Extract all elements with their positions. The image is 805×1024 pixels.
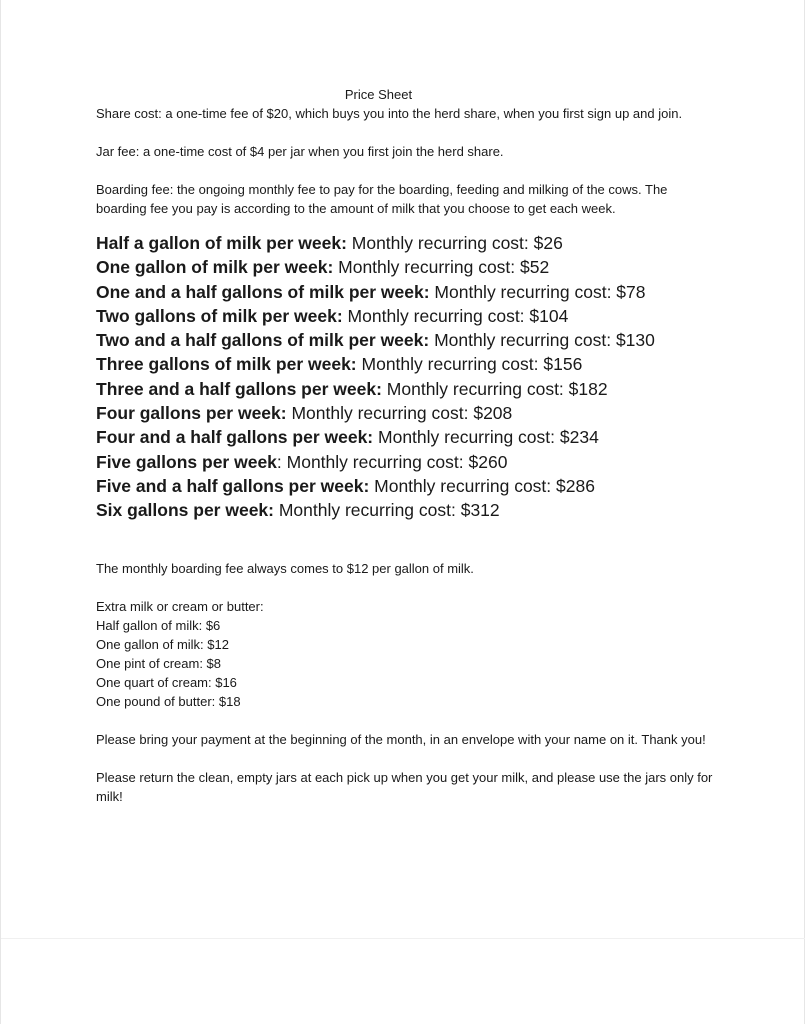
extras-item: One pound of butter: $18	[96, 693, 241, 709]
boarding-summary: The monthly boarding fee always comes to $12 per gallon of milk.	[96, 560, 474, 576]
pricing-cost: Monthly recurring cost: $286	[369, 475, 595, 496]
extras-item: Half gallon of milk: $6	[96, 617, 221, 633]
document-content	[96, 86, 716, 806]
pricing-item	[96, 498, 716, 522]
pricing-cost: Monthly recurring cost: $104	[342, 305, 569, 326]
extras-list	[96, 616, 716, 711]
page-title: Price Sheet	[344, 87, 413, 102]
extras-item: One pint of cream: $8	[96, 655, 222, 671]
jars-note: Please return the clean, empty jars at each pick up when you get your milk, and please use the jars only for milk!	[96, 769, 713, 804]
extras-item: One quart of cream: $16	[96, 674, 237, 690]
pricing-label: One and a half gallons of milk per week:	[96, 281, 430, 302]
pricing-item	[96, 304, 716, 328]
pricing-cost: Monthly recurring cost: $156	[356, 354, 583, 375]
pricing-label: Five and a half gallons per week:	[96, 475, 370, 496]
pricing-item	[96, 255, 716, 279]
pricing-cost: Monthly recurring cost: $312	[273, 500, 500, 521]
pricing-cost: Monthly recurring cost: $234	[373, 427, 599, 448]
extras-item: One gallon of milk: $12	[96, 636, 229, 652]
pricing-item	[96, 425, 716, 449]
pricing-label: Three gallons of milk per week:	[96, 354, 357, 375]
pricing-cost: : Monthly recurring cost: $260	[276, 451, 508, 472]
pricing-label: Two gallons of milk per week:	[96, 305, 343, 326]
extras-heading: Extra milk or cream or butter:	[96, 598, 264, 614]
page-break-divider	[1, 938, 805, 939]
pricing-label: Three and a half gallons per week:	[96, 378, 382, 399]
pricing-label: One gallon of milk per week:	[96, 257, 334, 278]
pricing-item	[96, 280, 716, 304]
pricing-cost: Monthly recurring cost: $182	[381, 378, 608, 399]
pricing-list	[96, 231, 716, 523]
pricing-item	[96, 401, 716, 425]
pricing-item	[96, 377, 716, 401]
pricing-item	[96, 328, 716, 352]
pricing-item	[96, 450, 716, 474]
pricing-item	[96, 352, 716, 376]
pricing-label: Four gallons per week:	[96, 403, 287, 424]
pricing-cost: Monthly recurring cost: $130	[429, 330, 655, 351]
share-cost-paragraph: Share cost: a one-time fee of $20, which buys you into the herd share, when you first sign up and join.	[96, 106, 683, 121]
pricing-item	[96, 231, 716, 255]
jar-fee-paragraph: Jar fee: a one-time cost of $4 per jar when you first join the herd share.	[96, 144, 504, 159]
pricing-cost: Monthly recurring cost: $52	[333, 257, 550, 278]
pricing-cost: Monthly recurring cost: $26	[346, 233, 563, 253]
pricing-label: Four and a half gallons per week:	[96, 427, 374, 448]
pricing-label: Two and a half gallons of milk per week:	[96, 330, 430, 351]
pricing-cost: Monthly recurring cost: $208	[286, 403, 513, 424]
pricing-label: Half a gallon of milk per week:	[96, 233, 347, 253]
pricing-item	[96, 474, 716, 498]
boarding-fee-paragraph: Boarding fee: the ongoing monthly fee to pay for the boarding, feeding and milking of the cows. The boarding fee you pay is according to the amount of milk that you choose to get each week.	[96, 182, 668, 216]
pricing-label: Six gallons per week:	[96, 500, 274, 521]
payment-note: Please bring your payment at the beginning of the month, in an envelope with your name on it. Thank you!	[96, 731, 706, 747]
pricing-cost: Monthly recurring cost: $78	[429, 281, 646, 302]
pricing-label: Five gallons per week	[96, 451, 277, 472]
